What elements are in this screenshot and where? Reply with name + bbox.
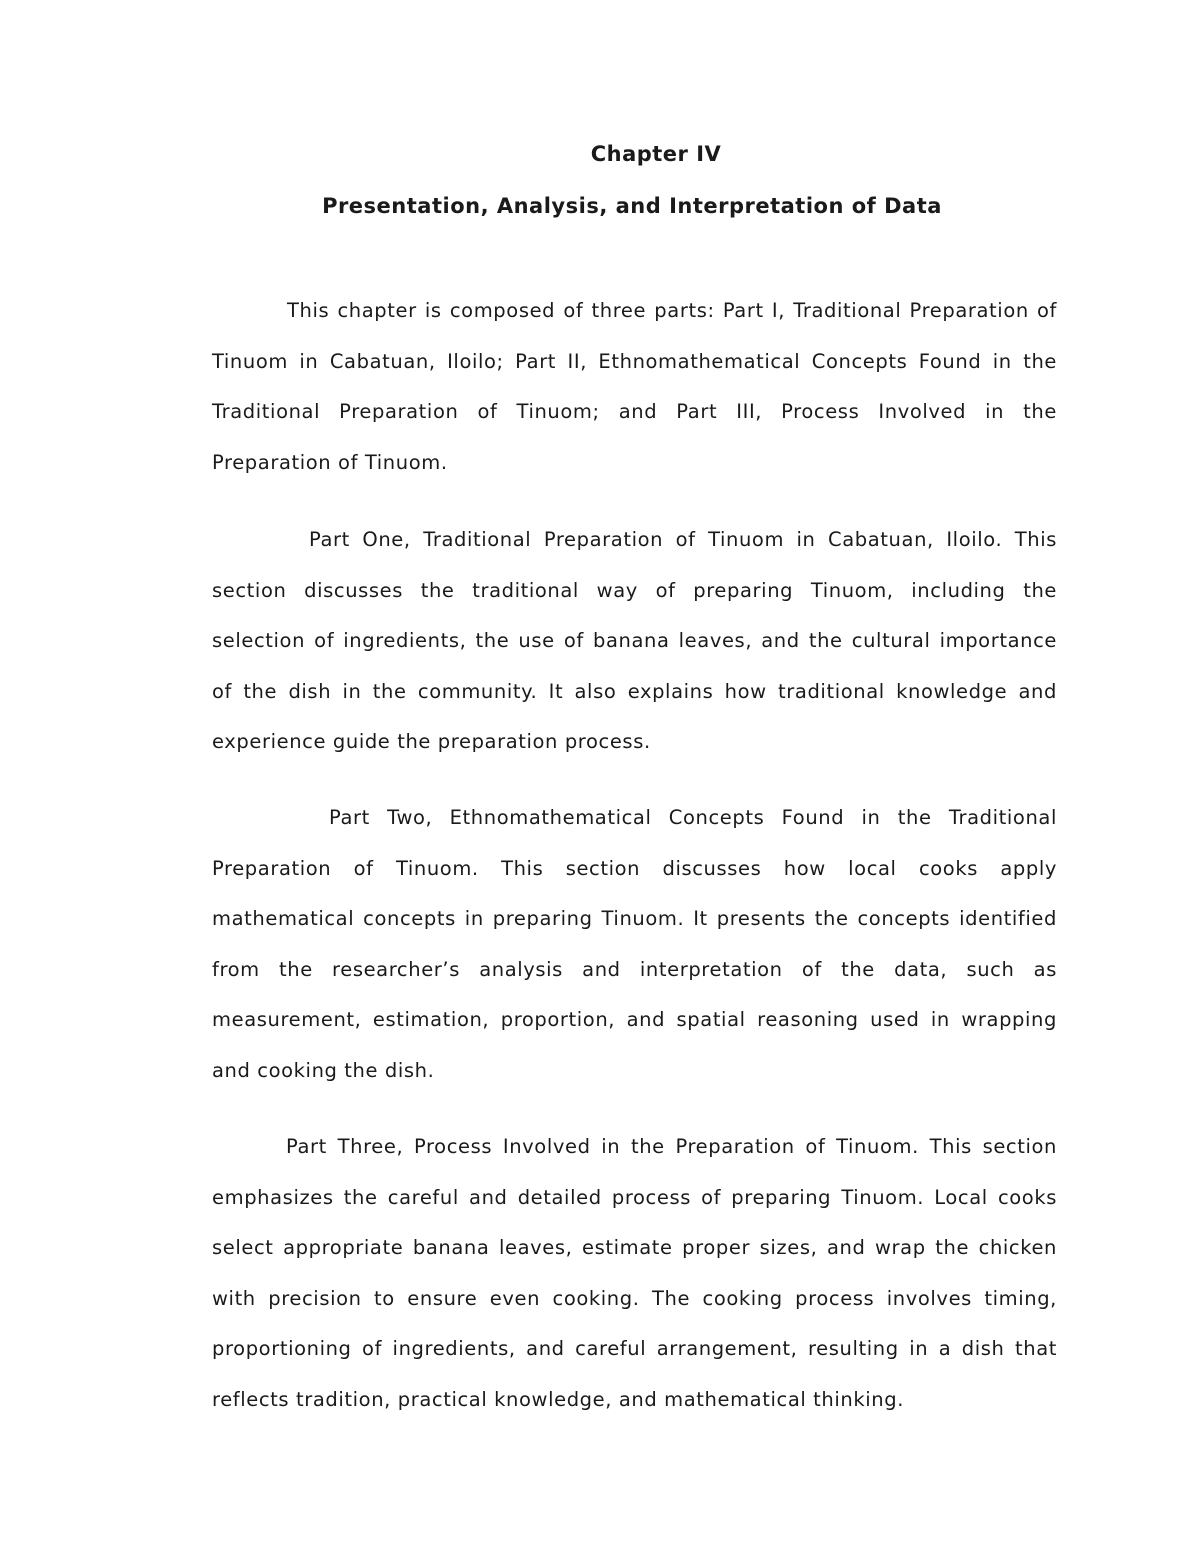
part-two-paragraph: Part Two, Ethnomathematical Concepts Found in the Traditional Preparation of Tinuom. This section discusses how local cooks apply mathematical concepts in preparing Tinuom. It presents the concepts identified from the researcher’s analysis and interpretation of the data, such as measurement, estimation, proportion, and spatial reasoning used in wrapping and cooking the dish. [212, 806, 1057, 1082]
part-three-paragraph: Part Three, Process Involved in the Preparation of Tinuom. This section emphasizes the careful and detailed process of preparing Tinuom. Local cooks select appropriate banana leaves, estimate proper sizes, and wrap the chicken with precision to ensure even cooking. The cooking process involves timing, proportioning of ingredients, and careful arrangement, resulting in a dish that reflects tradition, practical knowledge, and mathematical thinking. [212, 1135, 1057, 1411]
intro-paragraph: This chapter is composed of three parts: Part I, Traditional Preparation of Tinuom in Cabatuan, Iloilo; Part II, Ethnomathematical Concepts Found in the Traditional Preparation of Tinuom; and Part III, Process Involved in the Preparation of Tinuom. [212, 299, 1057, 474]
chapter-title: Chapter IV [590, 142, 722, 166]
part-one-paragraph: Part One, Traditional Preparation of Tinuom in Cabatuan, Iloilo. This section discusses the traditional way of preparing Tinuom, including the selection of ingredients, the use of banana leaves, and the cultural importance of the dish in the community. It also explains how traditional knowledge and experience guide the preparation process. [212, 528, 1057, 753]
chapter-subtitle: Presentation, Analysis, and Interpretation of Data [322, 194, 942, 218]
